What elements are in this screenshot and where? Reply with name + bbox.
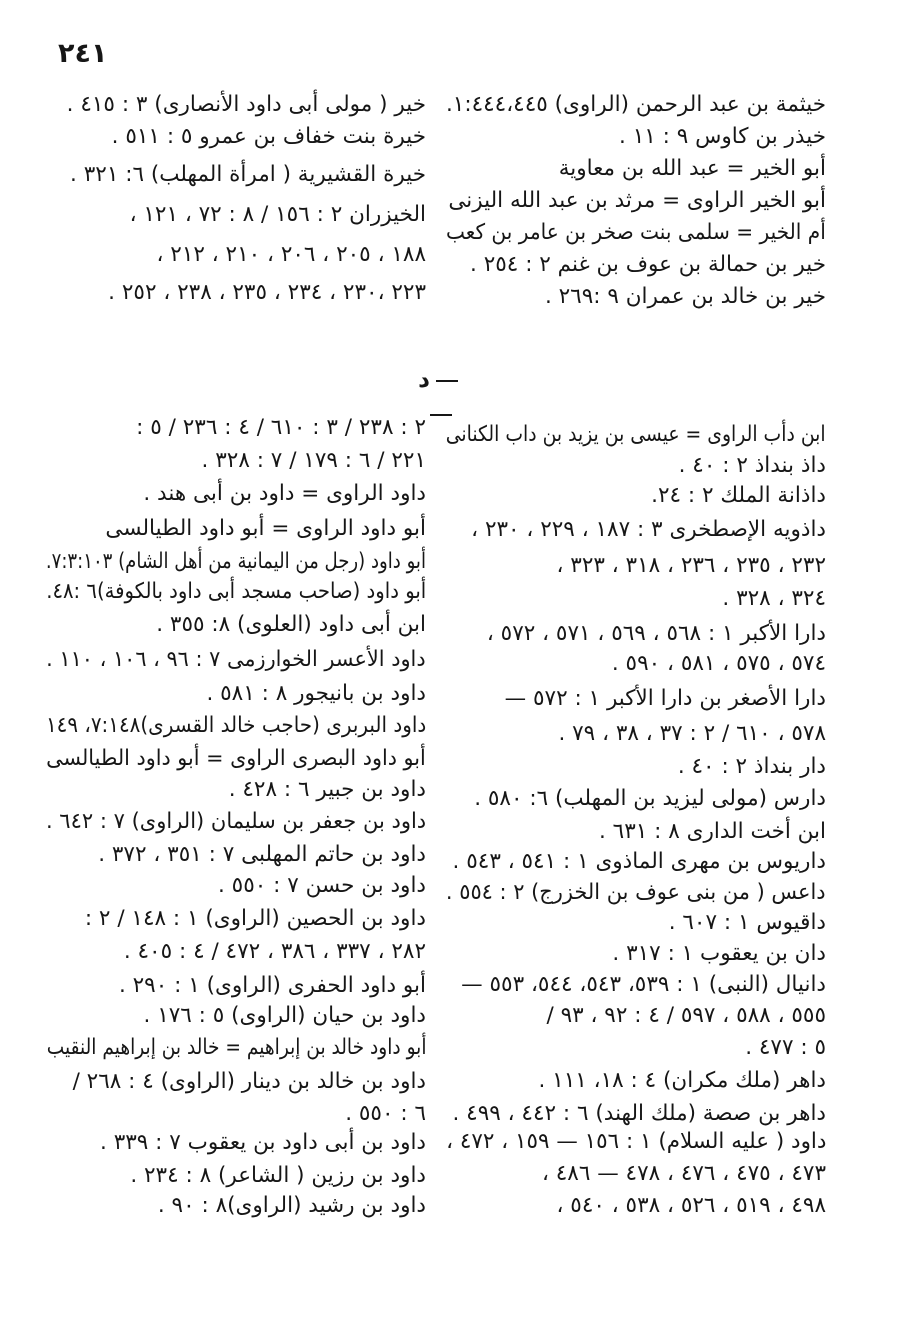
index-entry-line: دارا الأصغر بن دارا الأكبر ١ : ٥٧٢ — — [504, 686, 826, 711]
index-entry-line: داود بن جعفر بن سليمان (الراوى) ٧ : ٦٤٢ . — [45, 809, 426, 834]
index-entry-line: داود الراوى = داود بن أبى هند . — [143, 481, 426, 506]
index-entry-line: أم الخير = سلمى بنت صخر بن عامر بن كعب — [446, 220, 826, 245]
index-entry-line: أبو داود الحفرى (الراوى) ١ : ٢٩٠ . — [118, 973, 426, 998]
heading-dash-left — [436, 380, 458, 382]
index-entry-line: أبو داود البصرى الراوى = أبو داود الطيالسى — [46, 746, 426, 771]
index-entry-line: دان بن يعقوب ١ : ٣١٧ . — [612, 941, 826, 966]
index-entry-line: ٥ : ٤٧٧ . — [745, 1035, 826, 1060]
index-entry-line: داهر (ملك مكران) ٤ : ١٨، ١١١ . — [538, 1068, 826, 1093]
index-entry-line: ١٨٨ ، ٢٠٥ ، ٢٠٦ ، ٢١٠ ، ٢١٢ ، — [156, 242, 426, 267]
index-entry-line: داود الأعسر الخوارزمى ٧ : ٩٦ ، ١٠٦ ، ١١٠ . — [46, 647, 426, 672]
index-entry-line: أبو داود خالد بن إبراهيم = خالد بن إبراهيم النقيب — [46, 1035, 426, 1060]
index-entry-line: داود بن بانيجور ٨ : ٥٨١ . — [206, 681, 426, 706]
index-entry-line: داعس ( من بنى عوف بن الخزرج) ٢ : ٥٥٤ . — [446, 880, 826, 905]
index-entry-line: دانيال (النبى) ١ : ٥٣٩، ٥٤٣، ٥٤٤، ٥٥٣ — — [461, 972, 826, 997]
index-entry-line: خيثمة بن عبد الرحمن (الراوى) ١:٤٤٤،٤٤٥. — [445, 92, 826, 117]
index-entry-line: ابن دأب الراوى = عيسى بن يزيد بن داب الكنانى — [446, 422, 826, 447]
index-entry-line: خير بن حمالة بن عوف بن غنم ٢ : ٢٥٤ . — [470, 252, 826, 277]
index-entry-line: خيرة بنت خفاف بن عمرو ٥ : ٥١١ . — [111, 124, 426, 149]
index-entry-line: ٥٥٥ ، ٥٨٨ ، ٥٩٧ / ٤ : ٩٢ ، ٩٣ / — [546, 1003, 826, 1028]
index-entry-line: داذويه الإصطخرى ٣ : ١٨٧ ، ٢٢٩ ، ٢٣٠ ، — [471, 517, 826, 542]
heading-dash-right — [430, 414, 452, 416]
page-number: ٢٤١ — [58, 38, 108, 69]
index-entry-line: داود بن حيان (الراوى) ٥ : ١٧٦ . — [143, 1003, 426, 1028]
index-entry-line: ٢٣٢ ، ٢٣٥ ، ٢٣٦ ، ٣١٨ ، ٣٢٣ ، — [556, 553, 826, 578]
index-entry-line: ٦ : ٥٥٠ . — [345, 1101, 426, 1126]
section-heading — [405, 363, 477, 397]
index-entry-line: ابن أخت الدارى ٨ : ٦٣١ . — [598, 819, 826, 844]
index-entry-line: أبو داود الراوى = أبو داود الطيالسى — [105, 516, 426, 541]
index-entry-line: أبو داود (صاحب مسجد أبى داود بالكوفة)٦ :٤٨. — [45, 579, 426, 604]
index-entry-line: خيرة القشيرية ( امرأة المهلب) ٦: ٣٢١ . — [70, 162, 426, 187]
index-entry-line: داود بن أبى داود بن يعقوب ٧ : ٣٣٩ . — [100, 1130, 426, 1155]
index-entry-line: داود بن حاتم المهلبى ٧ : ٣٥١ ، ٣٧٢ . — [98, 842, 426, 867]
index-entry-line: دارس (مولى ليزيد بن المهلب) ٦: ٥٨٠ . — [474, 786, 826, 811]
index-entry-line: خير بن خالد بن عمران ٩ :٢٦٩ . — [544, 284, 826, 309]
index-entry-line: داذانة الملك ٢ : ٢٤. — [651, 483, 826, 508]
section-letter: د — [418, 367, 430, 393]
index-entry-line: داود بن خالد بن دينار (الراوى) ٤ : ٢٦٨ / — [72, 1069, 426, 1094]
index-entry-line: ٢٨٢ ، ٣٣٧ ، ٣٨٦ ، ٤٧٢ / ٤ : ٤٠٥ . — [123, 939, 426, 964]
index-entry-line: داهر بن صصة (ملك الهند) ٦ : ٤٤٢ ، ٤٩٩ . — [452, 1101, 826, 1126]
index-entry-line: داود بن رشيد (الراوى)٨ : ٩٠ . — [157, 1193, 426, 1218]
index-entry-line: داود بن حسن ٧ : ٥٥٠ . — [217, 873, 426, 898]
index-entry-line: أبو داود (رجل من اليمانية من أهل الشام) ٧:٣:١٠٣. — [45, 549, 427, 574]
index-entry-line: دارا الأكبر ١ : ٥٦٨ ، ٥٦٩ ، ٥٧١ ، ٥٧٢ ، — [486, 621, 826, 646]
index-entry-line: ٢٢١ / ٦ : ١٧٩ / ٧ : ٣٢٨ . — [201, 448, 426, 473]
index-entry-line: ٥٧٤ ، ٥٧٥ ، ٥٨١ ، ٥٩٠ . — [611, 651, 826, 676]
index-entry-line: ٤٧٣ ، ٤٧٥ ، ٤٧٦ ، ٤٧٨ — ٤٨٦ ، — [541, 1161, 826, 1186]
index-entry-line: داود البربرى (حاجب خالد القسرى)٧:١٤٨، ١٤٩ — [45, 713, 426, 738]
index-entry-line: داود بن جبير ٦ : ٤٢٨ . — [228, 777, 426, 802]
index-entry-line: أبو الخير الراوى = مرثد بن عبد الله اليزنى — [448, 188, 826, 213]
index-entry-line: ابن أبى داود (العلوى) ٨: ٣٥٥ . — [156, 612, 426, 637]
index-entry-line: داريوس بن مهرى الماذوى ١ : ٥٤١ ، ٥٤٣ . — [452, 849, 826, 874]
index-entry-line: داذ بنداذ ٢ : ٤٠ . — [678, 453, 826, 478]
index-entry-line: الخيزران ٢ : ١٥٦ / ٨ : ٧٢ ، ١٢١ ، — [129, 202, 426, 227]
index-entry-line: داود ( عليه السلام) ١ : ١٥٦ — ١٥٩ ، ٤٧٢ ، — [445, 1129, 826, 1154]
index-entry-line: داود بن الحصين (الراوى) ١ : ١٤٨ / ٢ : — [84, 906, 426, 931]
index-entry-line: أبو الخير = عبد الله بن معاوية — [558, 156, 826, 181]
index-entry-line: خير ( مولى أبى داود الأنصارى) ٣ : ٤١٥ . — [66, 92, 426, 117]
index-entry-line: ٢٢٣ ،٢٣٠ ، ٢٣٤ ، ٢٣٥ ، ٢٣٨ ، ٢٥٢ . — [108, 280, 426, 305]
index-entry-line: ٢ : ٢٣٨ / ٣ : ٦١٠ / ٤ : ٢٣٦ / ٥ : — [136, 415, 426, 440]
index-entry-line: داقيوس ١ : ٦٠٧ . — [668, 910, 826, 935]
index-entry-line: ٤٩٨ ، ٥١٩ ، ٥٢٦ ، ٥٣٨ ، ٥٤٠ ، — [556, 1193, 826, 1218]
index-entry-line: داود بن رزين ( الشاعر) ٨ : ٢٣٤ . — [130, 1163, 426, 1188]
index-entry-line: ٥٧٨ ، ٦١٠ / ٢ : ٣٧ ، ٣٨ ، ٧٩ . — [558, 721, 826, 746]
index-entry-line: ٣٢٤ ، ٣٢٨ . — [722, 586, 826, 611]
index-entry-line: دار بنداذ ٢ : ٤٠ . — [677, 754, 826, 779]
index-entry-line: خيذر بن كاوس ٩ : ١١ . — [619, 124, 826, 149]
